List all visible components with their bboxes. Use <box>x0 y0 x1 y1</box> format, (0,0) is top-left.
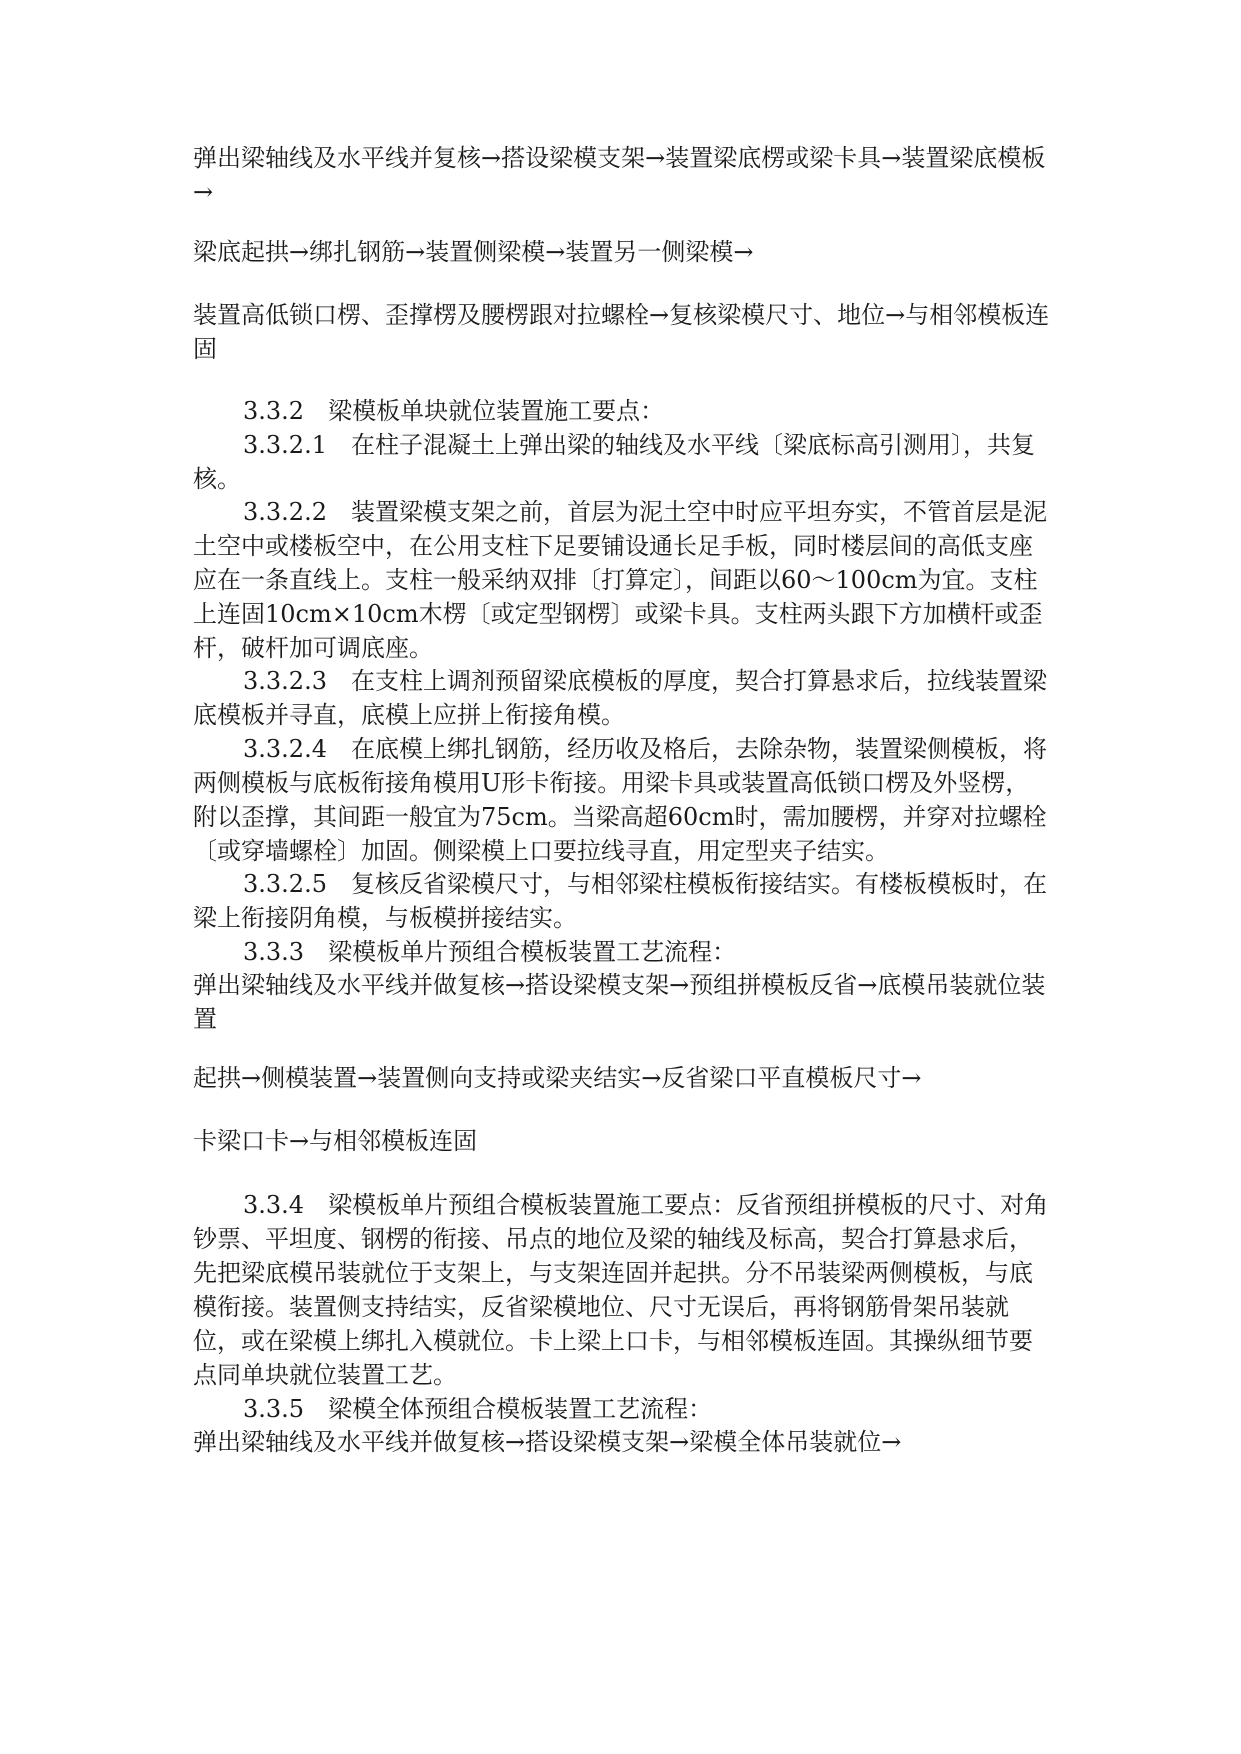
paragraph-3-3-4: 3.3.4 梁模板单片预组合模板装置施工要点：反省预组拼模板的尺寸、对角钞票、平坦度、钢楞的衔接、吊点的地位及梁的轴线及标高，契合打算悬求后，先把梁底模吊装就位于支架上，与支架连固并起拱。分不吊装梁两侧模板，与底模衔接。装置侧支持结实，反省梁模地位、尺寸无误后，再将钢筋骨架吊装就位，或在梁模上绑扎入模就位。卡上梁上口卡，与相邻模板连固。其操纵细节要点同单块就位装置工艺。 <box>193 1191 1049 1389</box>
section-heading-3-3-2: 3.3.2 梁模板单块就位装置施工要点： <box>243 397 665 425</box>
paragraph-flow-3: 装置高低锁口楞、歪撑楞及腰楞跟对拉螺栓→复核梁模尺寸、地位→与相邻模板连固 <box>193 301 1050 363</box>
section-heading-3-3-5: 3.3.5 梁模全体预组合模板装置工艺流程： <box>243 1395 713 1423</box>
section-heading-3-3-3: 3.3.3 梁模板单片预组合模板装置工艺流程： <box>243 938 737 966</box>
paragraph-flow-1: 弹出梁轴线及水平线并复核→搭设梁模支架→装置梁底楞或梁卡具→装置梁底模板→ <box>193 144 1046 206</box>
paragraph-3-3-2-2: 3.3.2.2 装置梁模支架之前，首层为泥土空中时应平坦夯实，不管首层是泥土空中或楼板空中，在公用支柱下足要铺设通长足手板，同时楼层间的高低支座应在一条直线上。支柱一般采纳双排〔打算定〕，间距以60～100cm为宜。支柱上连固10cm×10cm木楞〔或定型钢楞〕或梁卡具。支柱两头跟下方加横杆或歪杆，破杆加可调底座。 <box>193 498 1047 662</box>
paragraph-3-3-2-1: 3.3.2.1 在柱子混凝土上弹出梁的轴线及水平线〔梁底标高引测用〕，共复核。 <box>193 431 1035 493</box>
paragraph-3-3-2-3: 3.3.2.3 在支柱上调剂预留梁底模板的厚度，契合打算悬求后，拉线装置梁底模板并寻直，底模上应拼上衔接角模。 <box>193 667 1047 729</box>
paragraph-flow-7: 弹出梁轴线及水平线并做复核→搭设梁模支架→梁模全体吊装就位→ <box>193 1428 902 1456</box>
paragraph-flow-2: 梁底起拱→绑扎钢筋→装置侧梁模→装置另一侧梁模→ <box>193 238 754 266</box>
paragraph-flow-4: 弹出梁轴线及水平线并做复核→搭设梁模支架→预组拼模板反省→底模吊装就位装置 <box>193 971 1046 1033</box>
paragraph-flow-5: 起拱→侧模装置→装置侧向支持或梁夹结实→反省梁口平直模板尺寸→ <box>193 1064 922 1092</box>
paragraph-3-3-2-4: 3.3.2.4 在底模上绑扎钢筋，经历收及格后，去除杂物，装置梁侧模板，将两侧模板与底板衔接角模用U形卡衔接。用梁卡具或装置高低锁口楞及外竖楞，附以歪撑，其间距一般宜为75cm。当梁高超60cm时，需加腰楞，并穿对拉螺栓〔或穿墙螺栓〕加固。侧梁模上口要拉线寻直，用定型夹子结实。 <box>193 735 1047 865</box>
paragraph-flow-6: 卡梁口卡→与相邻模板连固 <box>193 1127 478 1155</box>
paragraph-3-3-2-5: 3.3.2.5 复核反省梁模尺寸，与相邻梁柱模板衔接结实。有楼板模板时，在梁上衔接阴角模，与板模拼接结实。 <box>193 870 1047 932</box>
